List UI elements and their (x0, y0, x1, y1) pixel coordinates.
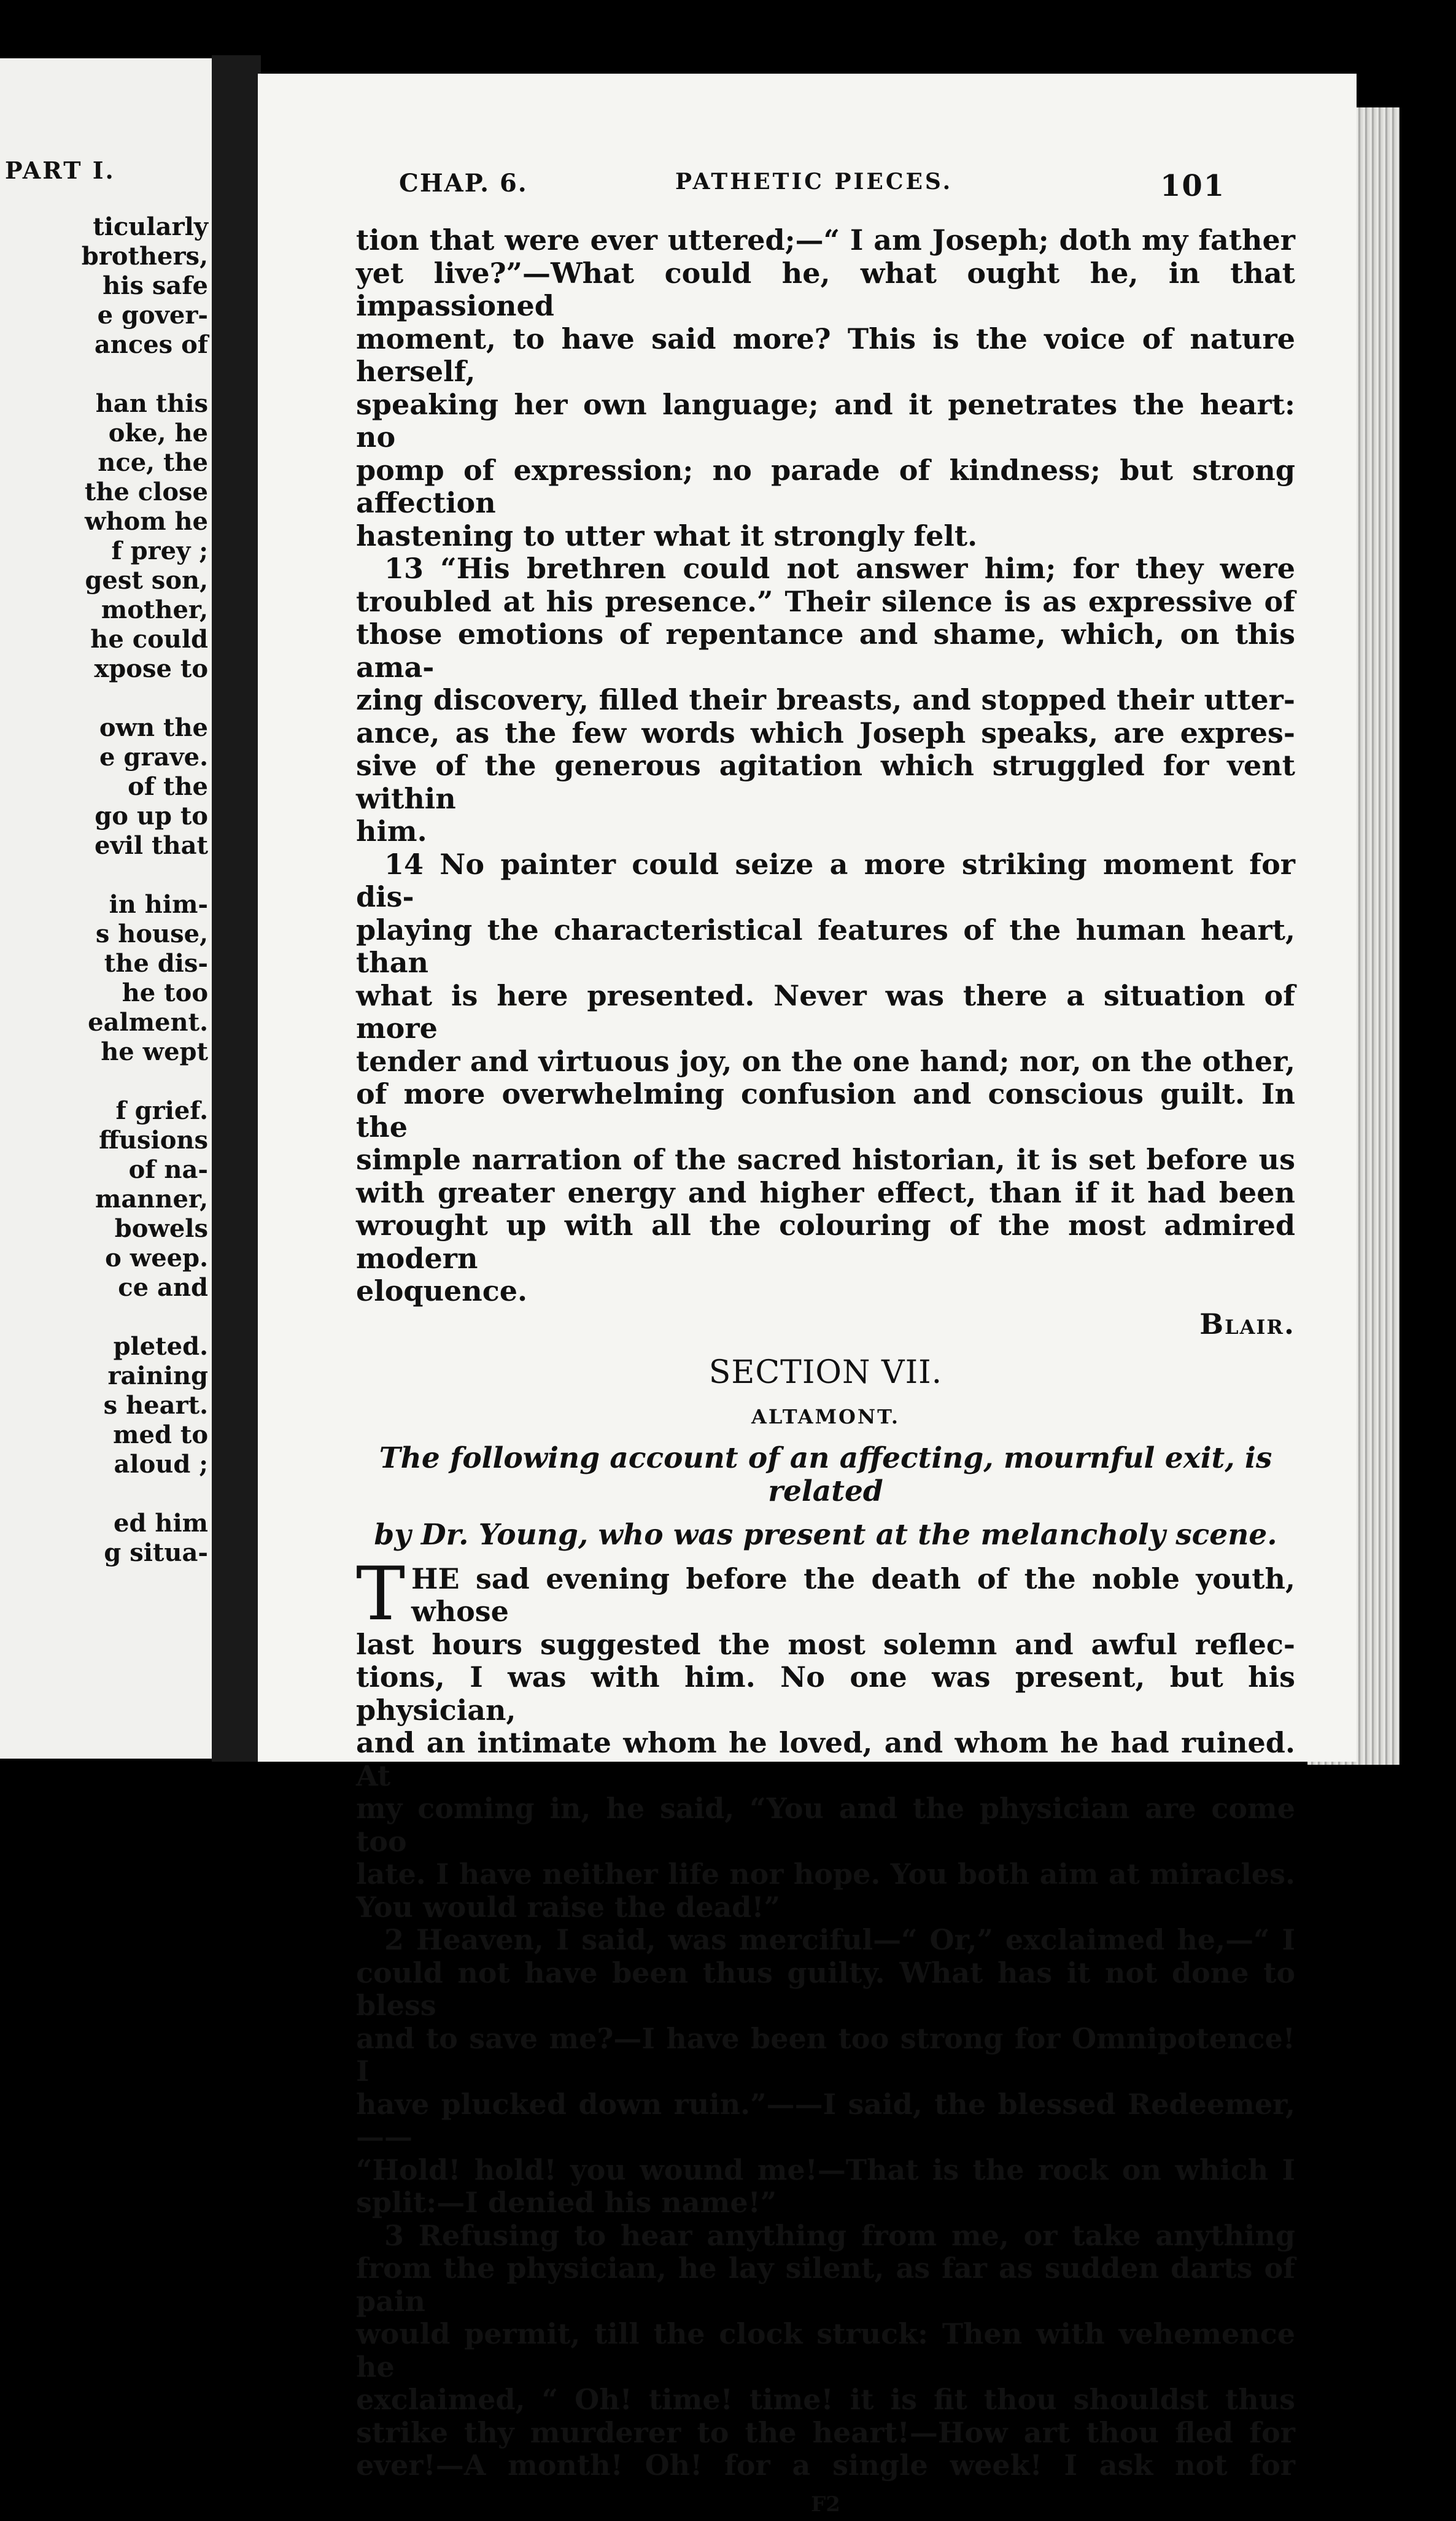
text-line: hastening to utter what it strongly felt. (356, 520, 1295, 553)
text-line: late. I have neither life nor hope. You both aim at miracles. (356, 1858, 1295, 1891)
text-line: those emotions of repentance and shame, which, on this ama- (356, 618, 1295, 684)
left-page-line: of the (128, 775, 208, 799)
left-page-line: e grave. (99, 745, 208, 770)
left-page-line: e gover- (98, 303, 208, 328)
chapter-label: CHAP. 6. (399, 169, 528, 198)
text-line: simple narration of the sacred historian, it is set before us (356, 1144, 1295, 1177)
left-page-line: the close (85, 480, 208, 505)
text-line: tions, I was with him. No one was present, but his physician, (356, 1661, 1295, 1727)
text-line: strike thy murderer to the heart!—How art thou fled for (356, 2417, 1295, 2450)
left-page-line: own the (99, 716, 208, 740)
paragraph-1 (356, 1563, 1295, 1924)
text-line: ever!—A month! Oh! for a single week! I ask not for (356, 2449, 1295, 2482)
right-page (258, 74, 1357, 1762)
left-page-line: go up to (95, 804, 208, 829)
text-line: have plucked down ruin.”——I said, the blessed Redeemer,—— (356, 2088, 1295, 2154)
paragraph-3 (356, 2220, 1295, 2482)
text-line: wrought up with all the colouring of the most admired modern (356, 1209, 1295, 1275)
left-page-line: oke, he (109, 421, 208, 446)
section-subtitle: ALTAMONT. (356, 1401, 1295, 1434)
left-page-line: brothers, (82, 244, 208, 269)
left-page-line: his safe (103, 274, 208, 298)
book-gutter (212, 55, 261, 1762)
text-line: pomp of expression; no parade of kindness; but strong affection (356, 454, 1295, 520)
text-line: from the physician, he lay silent, as far as sudden darts of pain (356, 2252, 1295, 2318)
left-page-line: nce, the (98, 451, 208, 475)
text-line: sive of the generous agitation which struggled for vent within (356, 749, 1295, 815)
left-page-line: whom he (85, 509, 208, 534)
paragraph-13 (356, 552, 1295, 848)
text-line: last hours suggested the most solemn and awful reflec- (356, 1628, 1295, 1662)
left-page-line: bowels (115, 1217, 208, 1241)
paragraph-12-continued (356, 224, 1295, 552)
text-line: split:—I denied his name!” (356, 2186, 1295, 2220)
page-body (356, 224, 1295, 2521)
text-line: eloquence. (356, 1275, 1295, 1308)
text-line: what is here presented. Never was there a situation of more (356, 980, 1295, 1045)
paragraph-14 (356, 848, 1295, 1308)
text-line: ance, as the few words which Joseph speaks, are expres- (356, 717, 1295, 750)
text-line: moment, to have said more? This is the voice of nature herself, (356, 323, 1295, 389)
text-line: my coming in, he said, “You and the physician are come too (356, 1792, 1295, 1858)
left-page-line: ticularly (93, 215, 208, 239)
left-page-line: f prey ; (111, 539, 208, 563)
left-page-line: f grief. (115, 1099, 208, 1123)
left-page-line: aloud ; (114, 1452, 208, 1477)
left-page-line: the dis- (104, 951, 208, 976)
left-page-line: gest son, (85, 568, 208, 593)
left-page-line: raining (107, 1364, 208, 1388)
left-page-line: pleted. (114, 1334, 208, 1359)
left-page-line: of na- (129, 1158, 208, 1182)
text-line: troubled at his presence.” Their silence is as expressive of (356, 586, 1295, 619)
left-page-line: ances of (95, 333, 208, 357)
left-page-line: manner, (95, 1187, 208, 1212)
left-page-line: ealment. (88, 1010, 208, 1035)
text-line: and an intimate whom he loved, and whom he had ruined. At (356, 1727, 1295, 1792)
left-page-line: ce and (118, 1276, 208, 1300)
left-page-line: han this (96, 392, 208, 416)
left-page-line: he wept (101, 1040, 208, 1064)
drop-cap: T (356, 1565, 405, 1624)
left-page-line: in him- (109, 893, 208, 917)
text-line: HE sad evening before the death of the noble youth, whose (356, 1563, 1295, 1628)
text-line: tender and virtuous joy, on the one hand; nor, on the other, (356, 1045, 1295, 1078)
text-line: by Dr. Young, who was present at the melancholy scene. (356, 1519, 1295, 1552)
text-line: him. (356, 815, 1295, 848)
left-page-line: xpose to (94, 657, 208, 681)
text-line: playing the characteristical features of the human heart, than (356, 914, 1295, 980)
text-line: would permit, till the clock struck: Then with vehemence he (356, 2318, 1295, 2384)
author-signature: Blair. (356, 1308, 1295, 1341)
left-page-line: o weep. (105, 1246, 208, 1271)
text-line: tion that were ever uttered;—“ I am Joseph; doth my father (356, 224, 1295, 257)
text-line: exclaimed, “ Oh! time! time! it is fit thou shouldst thus (356, 2384, 1295, 2417)
section-intro (356, 1442, 1295, 1552)
text-line: yet live?”—What could he, what ought he, in that impassioned (356, 257, 1295, 323)
paragraph-2 (356, 1924, 1295, 2220)
left-page-line: s house, (96, 922, 208, 947)
running-title: PATHETIC PIECES. (675, 169, 953, 195)
section-title: SECTION VII. (356, 1357, 1295, 1390)
left-page-line: s heart. (104, 1393, 208, 1418)
text-line: “Hold! hold! you wound me!—That is the rock on which I (356, 2154, 1295, 2187)
left-page-line: mother, (101, 598, 208, 622)
left-page-line: evil that (95, 834, 208, 858)
text-line: of more overwhelming confusion and conscious guilt. In the (356, 1078, 1295, 1144)
left-page-line: g situa- (104, 1541, 208, 1565)
left-page-header: PART I. (5, 157, 115, 184)
paragraph-1-lines (356, 1563, 1295, 1924)
text-line: could not have been thus guilty. What has it not done to bless (356, 1957, 1295, 2023)
signature-mark: F2 (356, 2488, 1295, 2521)
left-page-line: ffusions (99, 1128, 208, 1153)
text-line: 3 Refusing to hear anything from me, or take anything (356, 2220, 1295, 2253)
text-line: You would raise the dead!” (356, 1891, 1295, 1924)
page-number: 101 (1160, 169, 1225, 203)
text-line: 13 “His brethren could not answer him; for they were (356, 552, 1295, 586)
text-line: 2 Heaven, I said, was merciful—“ Or,” exclaimed he,—“ I (356, 1924, 1295, 1957)
text-line: speaking her own language; and it penetrates the heart: no (356, 389, 1295, 454)
left-page-line: he too (122, 981, 208, 1005)
left-page-line: med to (113, 1423, 208, 1447)
text-line: The following account of an affecting, mournful exit, is related (356, 1442, 1295, 1508)
left-page (0, 58, 212, 1759)
text-line: and to save me?—I have been too strong for Omnipotence! I (356, 2023, 1295, 2088)
left-page-line: he could (90, 627, 208, 652)
text-line: zing discovery, filled their breasts, and stopped their utter- (356, 684, 1295, 717)
text-line: 14 No painter could seize a more striking moment for dis- (356, 848, 1295, 914)
text-line: with greater energy and higher effect, than if it had been (356, 1177, 1295, 1210)
left-page-line: ed him (114, 1511, 208, 1536)
